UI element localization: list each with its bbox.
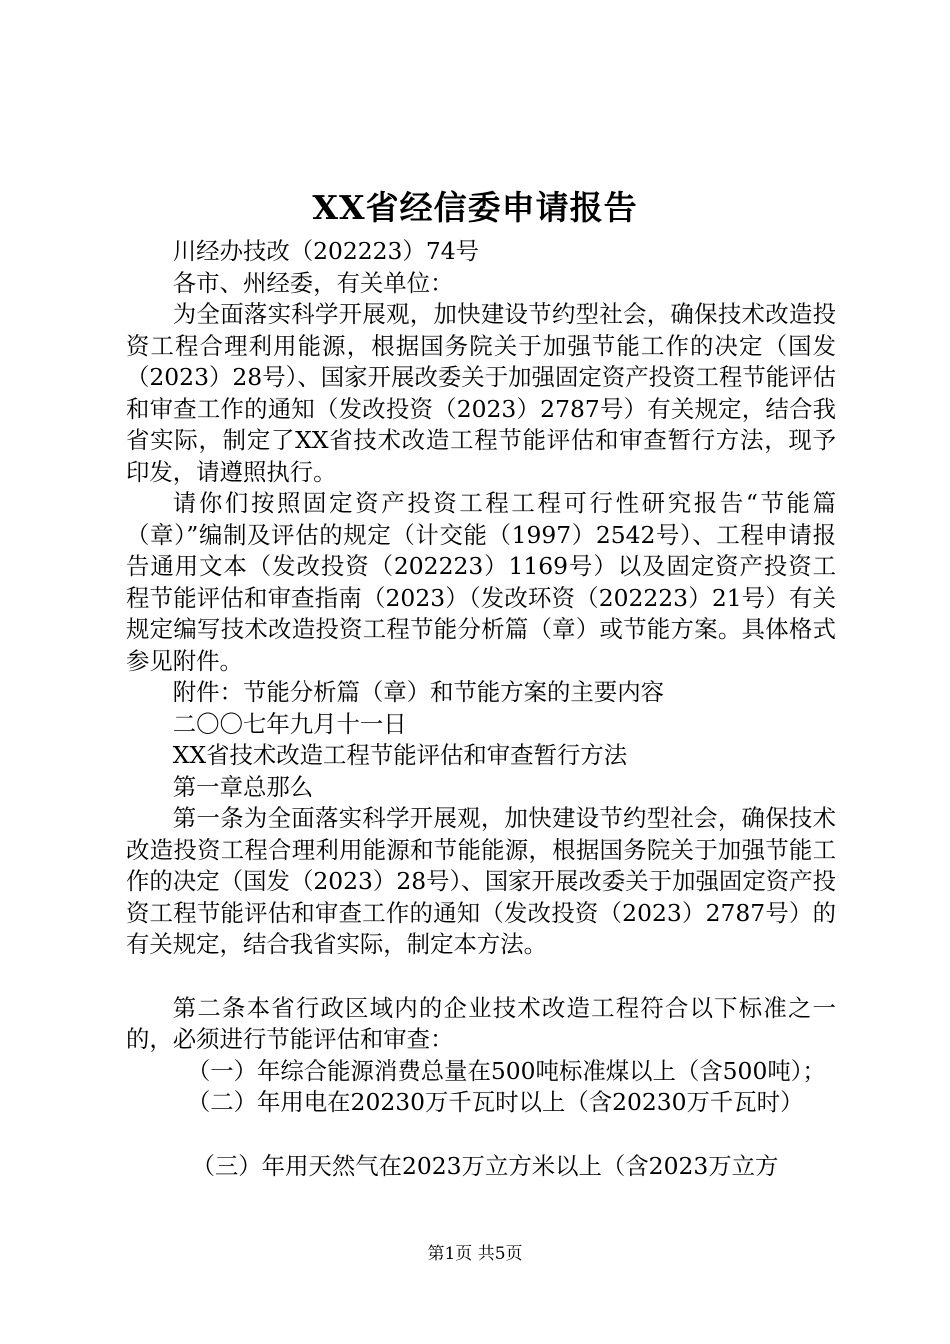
section-heading: XX省技术改造工程节能评估和审查暂行方法 xyxy=(172,741,628,769)
paragraph-intro: 为全面落实科学开展观，加快建设节约型社会，确保技术改造投资工程合理利用能源，根据国务院关于加强节能工作的决定（国发（2023）28号）、国家开展改委关于加强固定资产投资工程节能评估和审查工作的通知（发改投资（2023）2787号）有关规定，结合我省实际，制定了XX省技术改造工程节能评估和审查暂行方法，现予印发，请遵照执行。 xyxy=(126,300,836,486)
document-body xyxy=(126,236,836,1182)
page-indicator: 第1页 共5页 xyxy=(427,1244,523,1264)
attachment-line: 附件：节能分析篇（章）和节能方案的主要内容 xyxy=(172,678,664,706)
criterion-3: （三）年用天然气在2023万立方米以上（含2023万立方 xyxy=(191,1151,779,1180)
chapter-heading: 第一章总那么 xyxy=(172,772,314,801)
paragraph-instructions: 请你们按照固定资产投资工程工程可行性研究报告“节能篇（章）”编制及评估的规定（计交能（1997）2542号）、工程申请报告通用文本（发改投资（202223）1169号）以及固定资产投资工程节能评估和审查指南（2023）（发改环资（202223）21号）有关规定编写技术改造投资工程节能分析篇（章）或节能方案。具体格式参见附件。 xyxy=(126,489,836,675)
date-line: 二〇〇七年九月十一日 xyxy=(172,709,407,738)
article-1: 第一条为全面落实科学开展观，加快建设节约型社会，确保技术改造投资工程合理利用能源和节能能源，根据国务院关于加强节能工作的决定（国发（2023）28号）、国家开展改委关于加强固定资产投资工程节能评估和审查工作的通知（发改投资（2023）2787号）的有关规定，结合我省实际，制定本方法。 xyxy=(126,804,836,958)
document-number: 川经办技改（202223）74号 xyxy=(172,237,479,265)
article-2: 第二条本省行政区域内的企业技术改造工程符合以下标准之一的，必须进行节能评估和审查： xyxy=(126,993,836,1053)
recipient-line: 各市、州经委，有关单位： xyxy=(172,268,454,297)
criterion-2: （二）年用电在20230万千瓦时以上（含20230万千瓦时） xyxy=(186,1088,804,1116)
document-title: XX省经信委申请报告 xyxy=(312,188,638,227)
criterion-1: （一）年综合能源消费总量在500吨标准煤以上（含500吨）； xyxy=(186,1056,826,1085)
